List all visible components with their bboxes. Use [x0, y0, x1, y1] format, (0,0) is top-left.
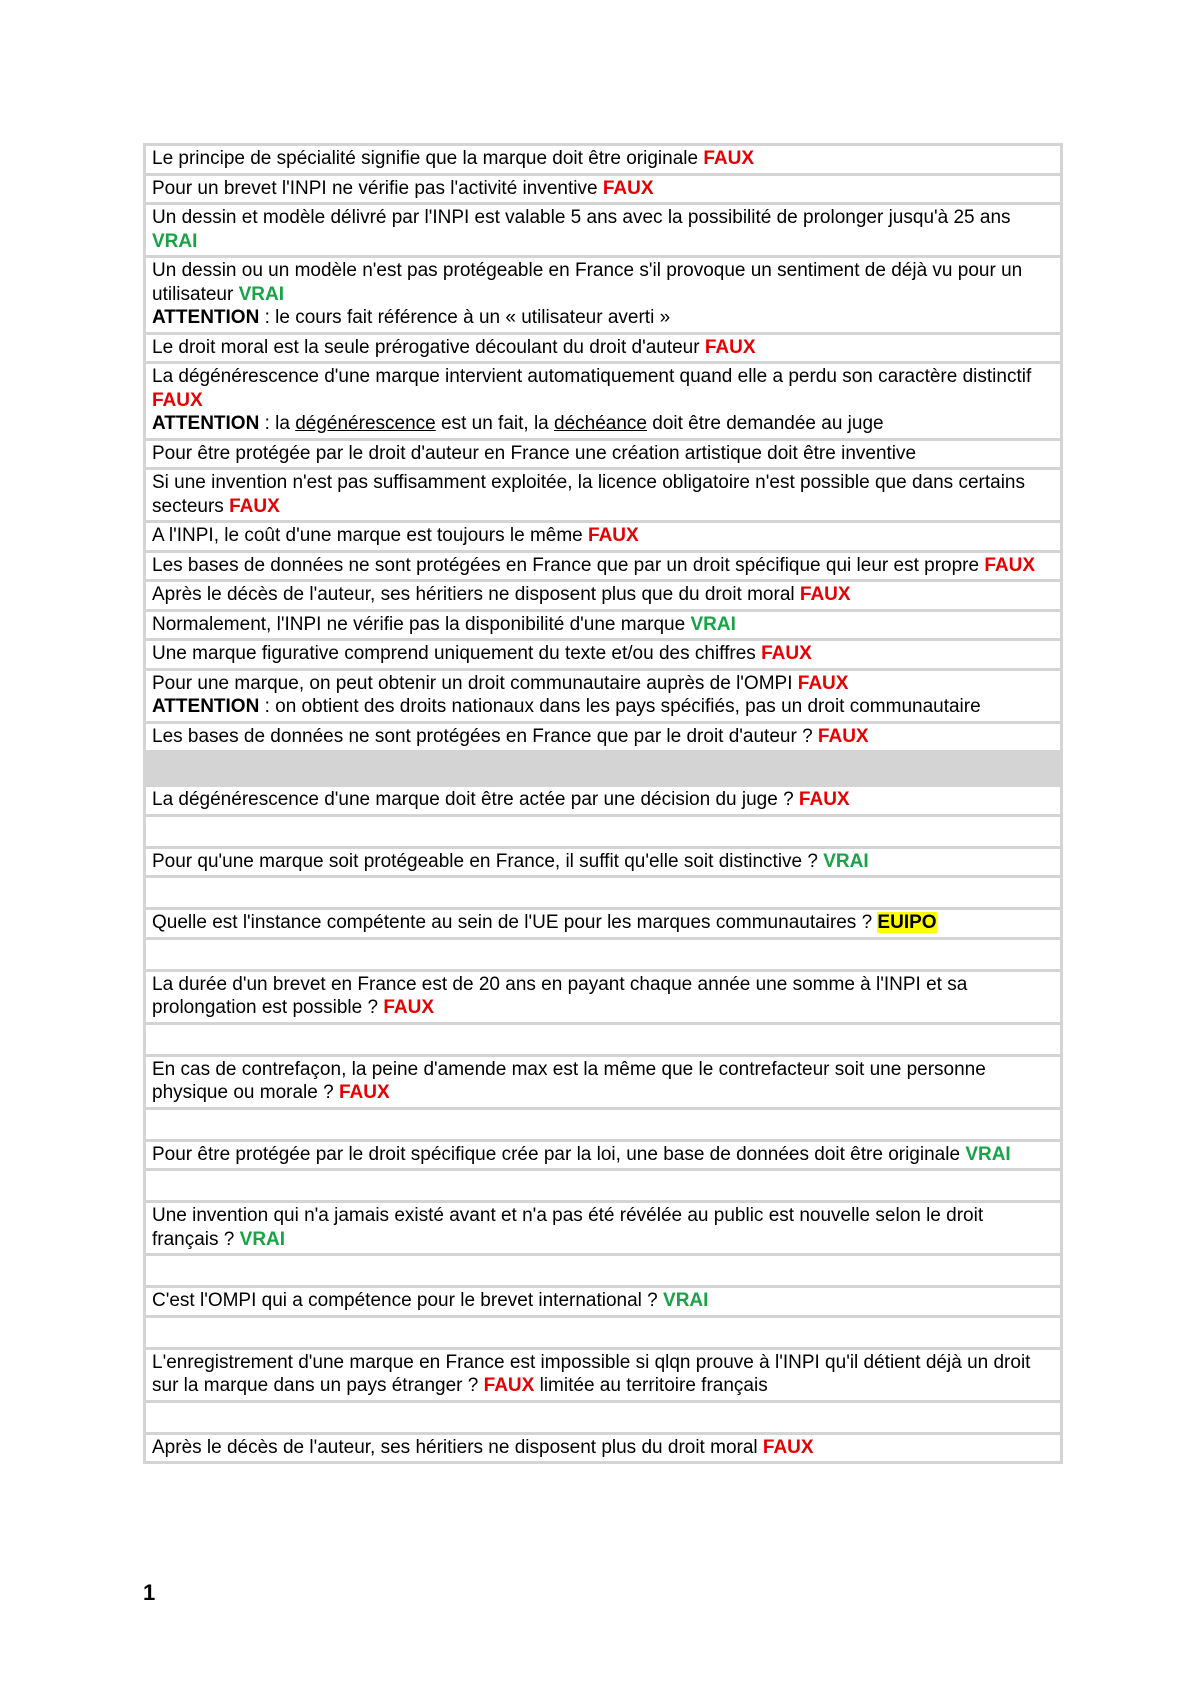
table-cell — [146, 176, 1060, 203]
attention-label: ATTENTION — [152, 696, 260, 717]
blank-cell — [146, 940, 1060, 969]
table-cell — [146, 849, 1060, 876]
table-cell — [146, 470, 1060, 520]
answer-comment: limitée au territoire français — [534, 1375, 768, 1396]
table-cell — [146, 1203, 1060, 1253]
blank-row — [146, 940, 1060, 969]
table-row — [146, 553, 1060, 580]
blank-cell — [146, 878, 1060, 907]
question-text: La durée d'un brevet en France est de 20 ans en payant chaque année une somme à l'INPI et sa prolongation est possible ? — [152, 973, 968, 1018]
answer-vrai: VRAI — [690, 613, 736, 635]
table-cell — [146, 910, 1060, 937]
question-text: Les bases de données ne sont protégées en France que par un droit spécifique qui leur est propre — [152, 554, 985, 576]
answer-faux: FAUX — [602, 177, 654, 199]
attention-label: ATTENTION — [152, 307, 260, 328]
attention-note: : on obtient des droits nationaux dans les pays spécifiés, pas un droit communautaire — [259, 696, 981, 717]
table-row — [146, 258, 1060, 332]
answer-faux: FAUX — [338, 1082, 390, 1103]
question-text: Un dessin et modèle délivré par l'INPI est valable 5 ans avec la possibilité de prolonger jusqu'à 25 ans — [152, 207, 1011, 228]
table-cell — [146, 724, 1060, 751]
blank-row — [146, 1318, 1060, 1347]
answer-faux: FAUX — [704, 336, 756, 358]
table-row — [146, 1288, 1060, 1315]
blank-row — [146, 1110, 1060, 1139]
quiz-table — [143, 143, 1063, 1464]
answer-faux: FAUX — [817, 725, 869, 747]
attention-note: : le cours fait référence à un « utilisateur averti » — [259, 307, 671, 328]
table-row — [146, 724, 1060, 751]
answer-vrai: VRAI — [238, 283, 285, 305]
table-cell — [146, 441, 1060, 468]
blank-cell — [146, 817, 1060, 846]
question-text: Si une invention n'est pas suffisamment exploitée, la licence obligatoire n'est possible que dans certains secteurs — [152, 472, 1025, 517]
answer-faux: FAUX — [762, 1436, 814, 1458]
table-cell — [146, 1288, 1060, 1315]
blank-row — [146, 1025, 1060, 1054]
blank-cell — [146, 1318, 1060, 1347]
table-cell — [146, 146, 1060, 173]
table-cell — [146, 1350, 1060, 1400]
table-row — [146, 1142, 1060, 1169]
table-cell — [146, 582, 1060, 609]
table-row — [146, 205, 1060, 255]
question-text: Le principe de spécialité signifie que la marque doit être originale — [152, 148, 704, 169]
question-text: Le droit moral est la seule prérogative découlant du droit d'auteur — [152, 336, 705, 358]
question-text: Pour une marque, on peut obtenir un droit communautaire auprès de l'OMPI — [152, 672, 798, 694]
question-text: L'enregistrement d'une marque en France est impossible si qlqn prouve à l'INPI qu'il détient déjà un droit sur la marque dans un pays étranger ? — [152, 1351, 1031, 1396]
table-cell — [146, 335, 1060, 362]
table-cell — [146, 553, 1060, 580]
blank-row — [146, 1403, 1060, 1432]
table-row — [146, 470, 1060, 520]
question-text: C'est l'OMPI qui a compétence pour le brevet international ? — [152, 1290, 664, 1311]
table-row — [146, 1057, 1060, 1107]
answer-faux: FAUX — [799, 584, 851, 605]
question-text: Quelle est l'instance compétente au sein de l'UE pour les marques communautaires ? — [152, 912, 878, 933]
table-row — [146, 787, 1060, 814]
table-cell — [146, 671, 1060, 721]
table-cell — [146, 612, 1060, 639]
blank-row — [146, 817, 1060, 846]
attention-label: ATTENTION — [152, 413, 260, 434]
answer-faux: FAUX — [229, 495, 280, 517]
blank-cell — [146, 1171, 1060, 1200]
table-cell — [146, 205, 1060, 255]
blank-row — [146, 1256, 1060, 1285]
underlined-term: dégénérescence — [295, 413, 436, 434]
table-cell — [146, 972, 1060, 1022]
question-text: Pour un brevet l'INPI ne vérifie pas l'activité inventive — [152, 177, 603, 199]
answer-vrai: VRAI — [663, 1290, 709, 1311]
table-row — [146, 523, 1060, 550]
table-row — [146, 1435, 1060, 1462]
table-row — [146, 146, 1060, 173]
table-row — [146, 1350, 1060, 1400]
answer-vrai: VRAI — [965, 1143, 1011, 1165]
answer-vrai: VRAI — [823, 850, 869, 872]
table-row — [146, 1203, 1060, 1253]
table-cell — [146, 523, 1060, 550]
blank-row — [146, 878, 1060, 907]
question-text: Normalement, l'INPI ne vérifie pas la disponibilité d'une marque — [152, 613, 691, 635]
table-row — [146, 441, 1060, 468]
underlined-term: déchéance — [554, 413, 647, 434]
question-text: La dégénérescence d'une marque intervient automatiquement quand elle a perdu son caractère distinctif — [152, 366, 1032, 387]
table-cell — [146, 1435, 1060, 1462]
answer-faux: FAUX — [984, 554, 1036, 576]
answer-vrai: VRAI — [152, 230, 198, 252]
table-cell — [146, 364, 1060, 438]
blank-cell — [146, 1025, 1060, 1054]
separator-row — [146, 753, 1060, 784]
table-row — [146, 641, 1060, 668]
answer-faux: FAUX — [703, 148, 755, 169]
table-cell — [146, 1142, 1060, 1169]
answer-faux: FAUX — [588, 525, 639, 546]
answer-faux: FAUX — [483, 1375, 535, 1396]
table-row — [146, 582, 1060, 609]
table-cell — [146, 258, 1060, 332]
table-row — [146, 335, 1060, 362]
question-text: Les bases de données ne sont protégées en France que par le droit d'auteur ? — [152, 725, 818, 747]
table-row — [146, 910, 1060, 937]
blank-row — [146, 1171, 1060, 1200]
answer-faux: FAUX — [383, 997, 435, 1018]
question-text: Pour être protégée par le droit d'auteur en France une création artistique doit être inventive — [152, 442, 917, 464]
question-text: Après le décès de l'auteur, ses héritiers ne disposent plus du droit moral — [152, 1436, 763, 1458]
table-row — [146, 671, 1060, 721]
separator-cell — [146, 753, 1060, 784]
table-row — [146, 176, 1060, 203]
question-text: A l'INPI, le coût d'une marque est toujours le même — [152, 525, 589, 546]
table-row — [146, 364, 1060, 438]
question-text: En cas de contrefaçon, la peine d'amende max est la même que le contrefacteur soit une personne physique ou morale ? — [152, 1058, 986, 1103]
question-text: Une marque figurative comprend uniquement du texte et/ou des chiffres — [152, 643, 762, 664]
page-number: 1 — [143, 1580, 156, 1605]
blank-cell — [146, 1256, 1060, 1285]
table-row — [146, 849, 1060, 876]
blank-cell — [146, 1403, 1060, 1432]
table-cell — [146, 787, 1060, 814]
question-text: Une invention qui n'a jamais existé avant et n'a pas été révélée au public est nouvelle selon le droit français ? — [152, 1205, 984, 1250]
question-text: Un dessin ou un modèle n'est pas protégeable en France s'il provoque un sentiment de déjà vu pour un utilisateur — [152, 260, 1023, 305]
question-text: La dégénérescence d'une marque doit être actée par une décision du juge ? — [152, 789, 799, 810]
table-row — [146, 612, 1060, 639]
table-cell — [146, 1057, 1060, 1107]
table-cell — [146, 641, 1060, 668]
answer-faux: FAUX — [152, 389, 203, 411]
question-text: Pour qu'une marque soit protégeable en France, il suffit qu'elle soit distinctive ? — [152, 850, 824, 872]
answer-faux: FAUX — [798, 789, 850, 810]
attention-note: : la — [259, 413, 296, 434]
answer-faux: FAUX — [761, 643, 812, 664]
blank-cell — [146, 1110, 1060, 1139]
attention-note: est un fait, la — [435, 413, 555, 434]
question-text: Pour être protégée par le droit spécifique crée par la loi, une base de données doit être originale — [152, 1143, 966, 1165]
answer-highlighted: EUIPO — [877, 912, 937, 933]
question-text: Après le décès de l'auteur, ses héritiers ne disposent plus que du droit moral — [152, 584, 800, 605]
table-row — [146, 972, 1060, 1022]
attention-note: doit être demandée au juge — [646, 413, 884, 434]
answer-faux: FAUX — [797, 672, 849, 694]
answer-vrai: VRAI — [239, 1228, 286, 1250]
